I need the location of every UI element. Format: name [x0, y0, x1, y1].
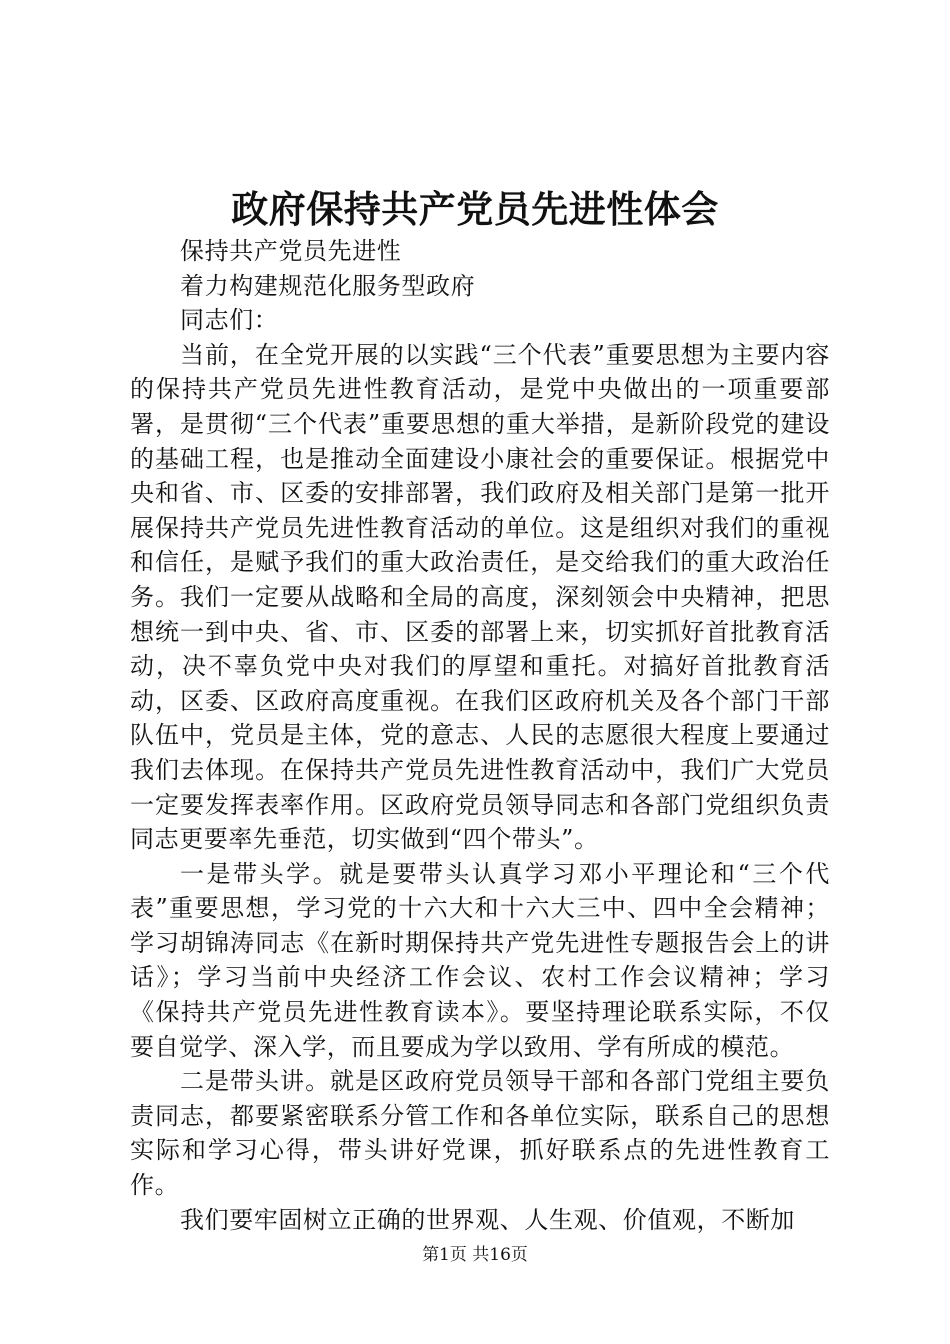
document-body [130, 234, 830, 1237]
body-paragraph: 二是带头讲。就是区政府党员领导干部和各部门党组主要负责同志，都要紧密联系分管工作和各单位实际，联系自己的思想实际和学习心得，带头讲好党课，抓好联系点的先进性教育工作。 [130, 1067, 830, 1200]
subtitle-line-2: 着力构建规范化服务型政府 [180, 271, 476, 300]
salutation: 同志们： [180, 306, 279, 335]
body-paragraph: 一是带头学。就是要带头认真学习邓小平理论和“三个代表”重要思想，学习党的十六大和十六大三中、四中全会精神；学习胡锦涛同志《在新时期保持共产党先进性专题报告会上的讲话》；学习当前中央经济工作会议、农村工作会议精神；学习《保持共产党员先进性教育读本》。要坚持理论联系实际，不仅要自觉学、深入学，而且要成为学以致用、学有所成的模范。 [130, 859, 830, 1061]
page-footer: 第1页 共16页 [422, 1245, 528, 1265]
body-paragraph: 当前，在全党开展的以实践“三个代表”重要思想为主要内容的保持共产党员先进性教育活动，是党中央做出的一项重要部署，是贯彻“三个代表”重要思想的重大举措，是新阶段党的建设的基础工程，也是推动全面建设小康社会的重要保证。根据党中央和省、市、区委的安排部署，我们政府及相关部门是第一批开展保持共产党员先进性教育活动的单位。这是组织对我们的重视和信任，是赋予我们的重大政治责任，是交给我们的重大政治任务。我们一定要从战略和全局的高度，深刻领会中央精神，把思想统一到中央、省、市、区委的部署上来，切实抓好首批教育活动，决不辜负党中央对我们的厚望和重托。对搞好首批教育活动，区委、区政府高度重视。在我们区政府机关及各个部门干部队伍中，党员是主体，党的意志、人民的志愿很大程度上要通过我们去体现。在保持共产党员先进性教育活动中，我们广大党员一定要发挥表率作用。区政府党员领导同志和各部门党组织负责同志更要率先垂范，切实做到“四个带头”。 [130, 340, 830, 854]
body-paragraph: 我们要牢固树立正确的世界观、人生观、价值观，不断加 [180, 1205, 795, 1234]
document-title: 政府保持共产党员先进性体会 [231, 187, 719, 231]
subtitle-line-1: 保持共产党员先进性 [180, 237, 402, 265]
